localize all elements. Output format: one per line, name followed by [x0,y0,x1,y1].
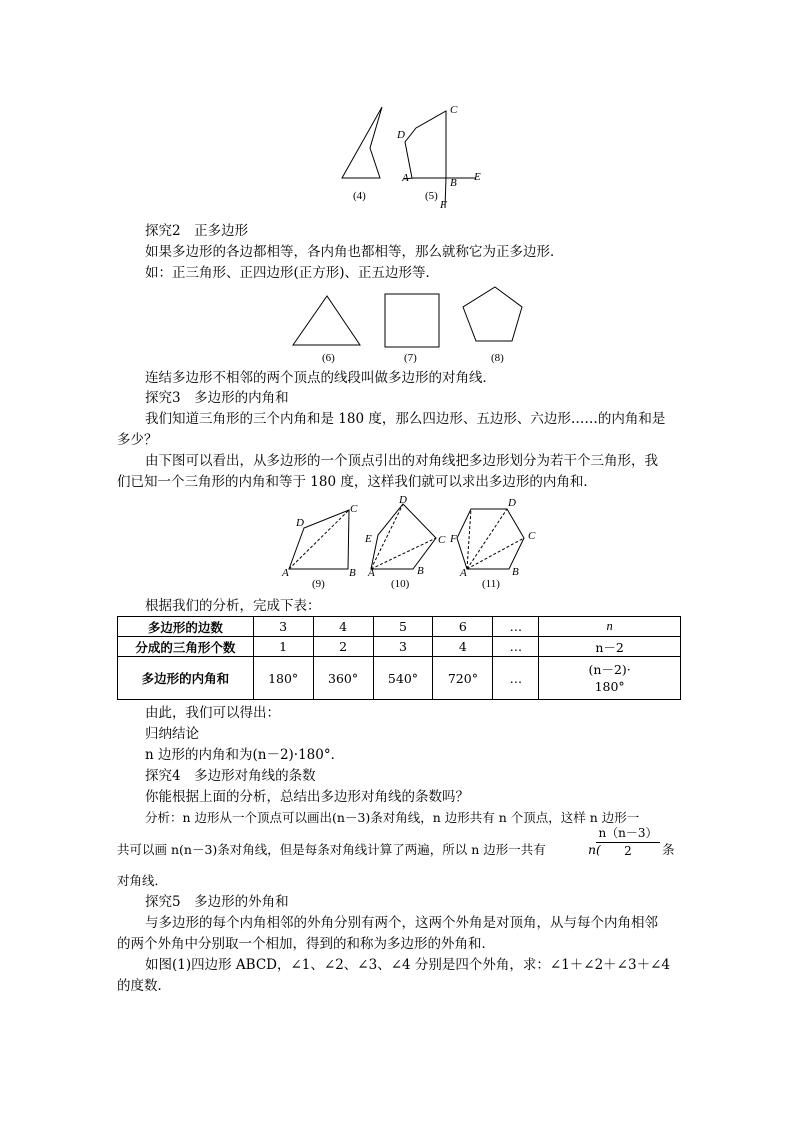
fraction-denominator: 2 [624,844,632,858]
square [385,294,439,347]
caption-10: (10) [391,578,410,590]
table-cell: 多边形的内角和 [118,657,254,700]
label-10-A: A [368,567,375,579]
label-9-A: A [282,567,289,579]
table-cell: 5 [373,617,433,637]
label-A: A [402,172,409,184]
table-cell: n－2 [539,637,681,657]
table-cell: … [493,637,539,657]
figure-diagonals [280,494,540,584]
table-row [118,617,681,637]
label-F: F [440,199,447,211]
formula-line-1: (n－2)· [588,662,631,677]
table-row [118,657,681,700]
figure-regular-polygons [285,285,535,355]
caption-7: (7) [404,352,417,364]
section-2-line-2: 如：正三角形、正四边形(正方形)、正五边形等． [145,265,440,281]
hexagon-11 [457,509,524,569]
conclusion-line-2: 归纳结论 [145,726,199,742]
fraction-numerator: n（n－3） [598,826,658,840]
label-9-B: B [349,567,356,579]
section-3-line-1b: 多少？ [117,432,158,448]
label-9-D: D [296,517,304,529]
table-cell: 1 [253,637,313,657]
table-cell: 多边形的边数 [118,617,254,637]
table-cell: 540° [373,657,433,700]
regular-pentagon [463,287,522,341]
table-cell: 6 [433,617,493,637]
label-10-B: B [417,565,424,577]
section-3-line-2b: 们已知一个三角形的内角和等于 180 度，这样我们就可以求出多边形的内角和． [117,474,597,490]
pentagon-10 [371,504,436,569]
diagonal-10-a [371,504,403,569]
label-11-C: C [528,530,536,542]
table-cell: 360° [313,657,373,700]
section-4-analysis-2b: 条 [662,842,675,857]
section-5-line-1: 与多边形的每个内角相邻的外角分别有两个，这两个外角是对顶角，从与每个内角相邻 [145,915,658,931]
table-cell: 4 [313,617,373,637]
conclusion-line-3: n 边形的内角和为(n－2)·180°． [145,747,345,763]
formula-line-2: 180° [594,679,625,694]
table-cell: 3 [253,617,313,637]
figure-5-quad [405,111,446,178]
label-B: B [450,177,457,189]
figure-5-shape [403,178,476,179]
diagonal-11-b [467,509,507,569]
section-3-line-2: 由下图可以看出，从多边形的一个顶点引出的对角线把多边形划分为若干个三角形，我 [145,453,658,469]
section-3-line-1: 我们知道三角形的三个内角和是 180 度，那么四边形、五边形、六边形……的内角和是 [145,411,666,427]
equilateral-triangle [293,296,360,345]
section-5-heading: 探究5 多边形的外角和 [145,894,289,910]
table-row [118,637,681,657]
table-cell-formula [539,657,681,700]
section-4-analysis-1: 分析：n 边形从一个顶点可以画出(n－3)条对角线，n 边形共有 n 个顶点，这样 n 边形一 [145,810,640,825]
label-11-B: B [512,566,519,578]
section-4-question: 你能根据上面的分析，总结出多边形对角线的条数吗？ [145,789,469,805]
section-2-line-1: 如果多边形的各边都相等，各内角也都相等，那么就称它为正多边形． [145,244,564,260]
label-11-A: A [460,567,467,579]
caption-9: (9) [312,578,325,590]
label-10-D: D [399,494,407,506]
fraction [596,826,660,859]
section-5-line-1b: 的两个外角中分别取一个相加，得到的和称为多边形的外角和． [117,936,495,952]
section-3-heading: 探究3 多边形的内角和 [145,390,289,406]
table-cell: n [539,617,681,637]
caption-11: (11) [482,578,500,590]
label-10-C: C [438,534,446,546]
table-cell: 2 [313,637,373,657]
section-4-analysis-3: 对角线． [117,873,168,888]
table-cell: 180° [253,657,313,700]
table-cell: … [493,657,539,700]
diagonal-11-a [467,509,471,569]
interior-angle-table [117,616,681,700]
label-11-F: F [450,533,457,545]
fraction-bar [596,842,660,843]
conclusion-line-1: 由此，我们可以得出： [145,705,280,721]
label-C: C [450,104,458,116]
label-D: D [397,129,405,141]
fraction-prefix-n: n( [588,842,601,857]
section-4-analysis-2a: 共可以画 n(n－3)条对角线，但是每条对角线计算了两遍，所以 n 边形一共有 [117,842,546,857]
label-11-D: D [508,497,516,509]
diagonal-definition: 连结多边形不相邻的两个顶点的线段叫做多边形的对角线． [145,370,496,386]
table-cell: … [493,617,539,637]
diagonal-11-c [467,538,524,569]
diagonal-10-b [371,538,436,569]
section-5-line-2: 如图(1)四边形 ABCD，∠1、∠2、∠3、∠4 分别是四个外角，求：∠1＋∠2＋∠3＋∠4 [145,957,670,973]
table-cell: 3 [373,637,433,657]
caption-4: (4) [353,190,366,202]
caption-8: (8) [491,352,504,364]
section-5-line-2b: 的度数． [117,978,171,994]
table-cell: 4 [433,637,493,657]
label-9-C: C [350,503,358,515]
figure-4-shape [342,107,382,178]
table-cell: 720° [433,657,493,700]
label-E: E [474,171,481,183]
caption-6: (6) [322,352,335,364]
table-cell: 分成的三角形个数 [118,637,254,657]
section-2-heading: 探究2 正多边形 [145,223,249,239]
label-10-E: E [365,533,372,545]
section-4-heading: 探究4 多边形对角线的条数 [145,768,316,784]
table-intro: 根据我们的分析，完成下表： [145,598,321,614]
caption-5: (5) [425,190,438,202]
